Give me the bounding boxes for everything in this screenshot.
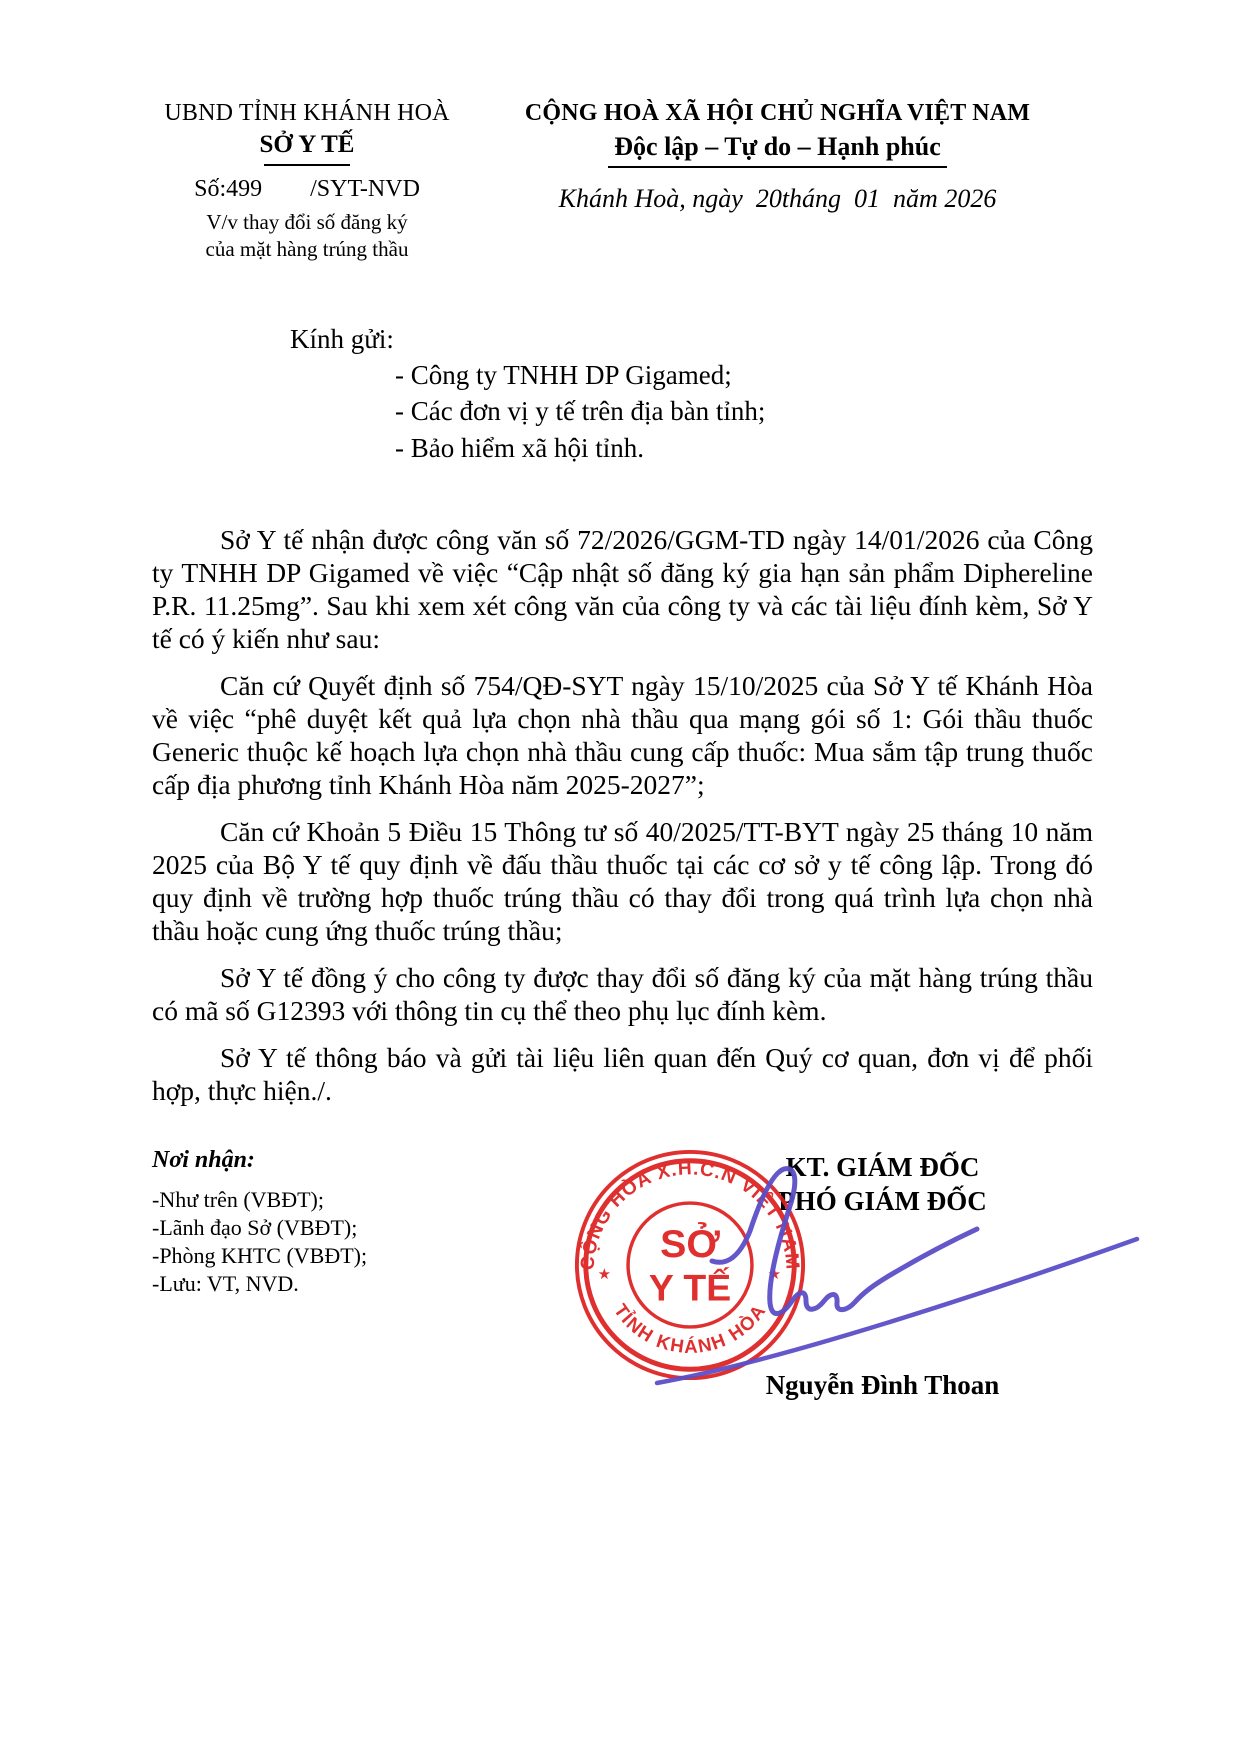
noi-nhan-item: -Lãnh đạo Sở (VBĐT); xyxy=(152,1214,358,1240)
noi-nhan-item: -Phòng KHTC (VBĐT); xyxy=(152,1243,368,1269)
national-motto-wrap xyxy=(462,132,1093,168)
issuing-authority-block xyxy=(152,100,462,264)
noi-nhan-block xyxy=(152,1121,552,1402)
salutation-label: Kính gửi: xyxy=(290,323,394,354)
national-title: CỘNG HOÀ XÃ HỘI CHỦ NGHĨA VIỆT NAM xyxy=(524,100,1031,126)
national-motto: Độc lập – Tự do – Hạnh phúc xyxy=(608,132,947,168)
stamp-top-arc-text: CỘNG HÒA X.H.C.N VIỆT NAM xyxy=(577,1157,803,1271)
document-number: Số:499 /SYT-NVD xyxy=(194,176,420,202)
national-header-block xyxy=(462,100,1093,264)
stamp-center-line-1: SỞ xyxy=(660,1221,720,1266)
subject-line-2: của mặt hàng trúng thầu xyxy=(205,237,409,262)
body-paragraph: Sở Y tế thông báo và gửi tài liệu liên quan đến Quý cơ quan, đơn vị để phối hợp, thực hiện./. xyxy=(152,1041,1093,1106)
letter-body xyxy=(152,523,1093,1107)
body-paragraph: Căn cứ Khoản 5 Điều 15 Thông tư số 40/2025/TT-BYT ngày 25 tháng 10 năm 2025 của Bộ Y tế quy định về đấu thầu thuốc tại các cơ sở y tế công lập. Trong đó quy định về trường hợp thuốc trúng thầu có thay đổi trong quá trình lựa chọn nhà thầu hoặc cung ứng thuốc trúng thầu; xyxy=(152,815,1093,946)
department-underline xyxy=(264,164,350,166)
stamp-bottom-arc-text: TỈNH KHÁNH HÒA xyxy=(609,1299,771,1357)
noi-nhan-item: -Như trên (VBĐT); xyxy=(152,1186,324,1212)
body-paragraph: Sở Y tế đồng ý cho công ty được thay đổi số đăng ký của mặt hàng trúng thầu có mã số G12393 với thông tin cụ thể theo phụ lục đính kèm. xyxy=(152,961,1093,1026)
body-paragraph: Sở Y tế nhận được công văn số 72/2026/GGM-TD ngày 14/01/2026 của Công ty TNHH DP Gigamed về việc “Cập nhật số đăng ký gia hạn sản phẩm Diphereline P.R. 11.25mg”. Sau khi xem xét công văn của công ty và các tài liệu đính kèm, Sở Y tế có ý kiến như sau: xyxy=(152,523,1093,654)
noi-nhan-list xyxy=(152,1186,552,1299)
noi-nhan-item: -Lưu: VT, NVD. xyxy=(152,1271,299,1297)
signer-title-line-1: KT. GIÁM ĐỐC xyxy=(785,1151,980,1182)
stamp-right-star-icon: ★ xyxy=(767,1266,781,1283)
recipient-item: - Bảo hiểm xã hội tỉnh. xyxy=(395,433,644,464)
place-and-date: Khánh Hoà, ngày 20tháng 01 năm 2026 xyxy=(558,184,997,213)
parent-authority: UBND TỈNH KHÁNH HOÀ xyxy=(164,100,450,126)
stamp-center-line-2: Y TẾ xyxy=(648,1266,732,1309)
body-paragraph: Căn cứ Quyết định số 754/QĐ-SYT ngày 15/10/2025 của Sở Y tế Khánh Hòa về việc “phê duyệt kết quả lựa chọn nhà thầu qua mạng gói số 1: Gói thầu thuốc Generic thuộc kế hoạch lựa chọn nhà thầu cung cấp thuốc: Mua sắm tập trung thuốc cấp địa phương tỉnh Khánh Hòa năm 2025-2027”; xyxy=(152,669,1093,800)
recipient-item: - Công ty TNHH DP Gigamed; xyxy=(395,359,732,390)
signature-scrawl xyxy=(592,1161,1172,1401)
letter-footer xyxy=(152,1121,1093,1402)
subject-line-1: V/v thay đổi số đăng ký xyxy=(206,210,408,234)
recipient-list xyxy=(395,357,1093,467)
recipient-item: - Các đơn vị y tế trên địa bàn tỉnh; xyxy=(395,396,766,427)
signer-name: Nguyễn Đình Thoan xyxy=(765,1370,1000,1401)
signer-title-line-2: PHÓ GIÁM ĐỐC xyxy=(778,1185,987,1216)
letter-header xyxy=(152,100,1093,264)
department-name: SỞ Y TẾ xyxy=(259,131,355,158)
stamp-left-star-icon: ★ xyxy=(597,1266,611,1283)
noi-nhan-label: Nơi nhận: xyxy=(152,1146,255,1173)
